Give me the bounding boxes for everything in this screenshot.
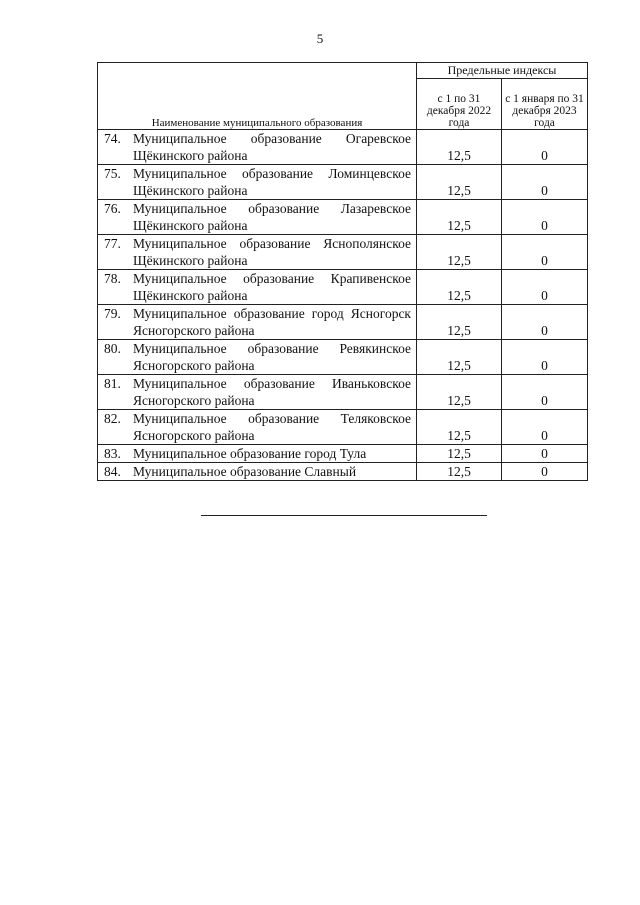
row-name: Муниципальное образование Теляковское Ясногорского района	[133, 411, 411, 443]
row-value-2022: 12,5	[417, 463, 502, 481]
row-value-2022: 12,5	[417, 340, 502, 375]
row-value-2022: 12,5	[417, 235, 502, 270]
row-value-2023: 0	[502, 200, 588, 235]
row-name: Муниципальное образование город Ясногорск Ясногорского района	[133, 306, 411, 338]
table-row	[98, 305, 588, 340]
row-name: Муниципальное образование Ревякинское Ясногорского района	[133, 341, 411, 373]
row-name: Муниципальное образование Огаревское Щёкинского района	[133, 131, 411, 163]
row-value-2023: 0	[502, 165, 588, 200]
row-name: Муниципальное образование Иваньковское Ясногорского района	[133, 376, 411, 408]
row-number: 75.	[104, 166, 121, 181]
row-value-2023: 0	[502, 235, 588, 270]
row-number: 76.	[104, 201, 121, 216]
page-number: 5	[316, 31, 324, 46]
row-name: Муниципальное образование Крапивенское Щёкинского района	[133, 271, 411, 303]
table-row	[98, 235, 588, 270]
row-value-2023: 0	[502, 410, 588, 445]
row-number: 77.	[104, 236, 121, 251]
limit-indices-table	[97, 62, 588, 481]
end-divider-line	[201, 515, 487, 516]
row-number: 80.	[104, 341, 121, 356]
table-row	[98, 445, 588, 463]
table-row	[98, 200, 588, 235]
row-name: Муниципальное образование город Тула	[133, 446, 367, 461]
row-number: 83.	[104, 446, 121, 461]
header-period-2022: с 1 по 31 декабря 2022 года	[417, 79, 502, 130]
header-indices-group: Предельные индексы	[417, 63, 588, 79]
row-number: 82.	[104, 411, 121, 426]
row-number: 79.	[104, 306, 121, 321]
table-row	[98, 165, 588, 200]
row-value-2022: 12,5	[417, 375, 502, 410]
table-row	[98, 375, 588, 410]
row-value-2023: 0	[502, 463, 588, 481]
table-row	[98, 270, 588, 305]
row-number: 78.	[104, 271, 121, 286]
header-name-column: Наименование муниципального образования	[98, 63, 417, 130]
row-value-2023: 0	[502, 305, 588, 340]
row-value-2023: 0	[502, 340, 588, 375]
table-body	[98, 130, 588, 481]
row-name: Муниципальное образование Славный	[133, 464, 357, 479]
row-value-2022: 12,5	[417, 305, 502, 340]
row-value-2023: 0	[502, 130, 588, 165]
table-header	[98, 63, 588, 130]
row-name: Муниципальное образование Яснополянское Щёкинского района	[133, 236, 411, 268]
row-number: 84.	[104, 464, 121, 479]
row-name: Муниципальное образование Ломинцевское Щёкинского района	[133, 166, 411, 198]
row-value-2022: 12,5	[417, 270, 502, 305]
header-period-2023: с 1 января по 31 декабря 2023 года	[502, 79, 588, 130]
row-value-2023: 0	[502, 445, 588, 463]
row-value-2023: 0	[502, 270, 588, 305]
row-number: 74.	[104, 131, 121, 146]
table-row	[98, 130, 588, 165]
row-name: Муниципальное образование Лазаревское Щёкинского района	[133, 201, 411, 233]
table-row	[98, 340, 588, 375]
row-value-2023: 0	[502, 375, 588, 410]
table-row	[98, 410, 588, 445]
row-value-2022: 12,5	[417, 410, 502, 445]
row-number: 81.	[104, 376, 121, 391]
row-value-2022: 12,5	[417, 445, 502, 463]
table-row	[98, 463, 588, 481]
row-value-2022: 12,5	[417, 165, 502, 200]
row-value-2022: 12,5	[417, 200, 502, 235]
row-value-2022: 12,5	[417, 130, 502, 165]
